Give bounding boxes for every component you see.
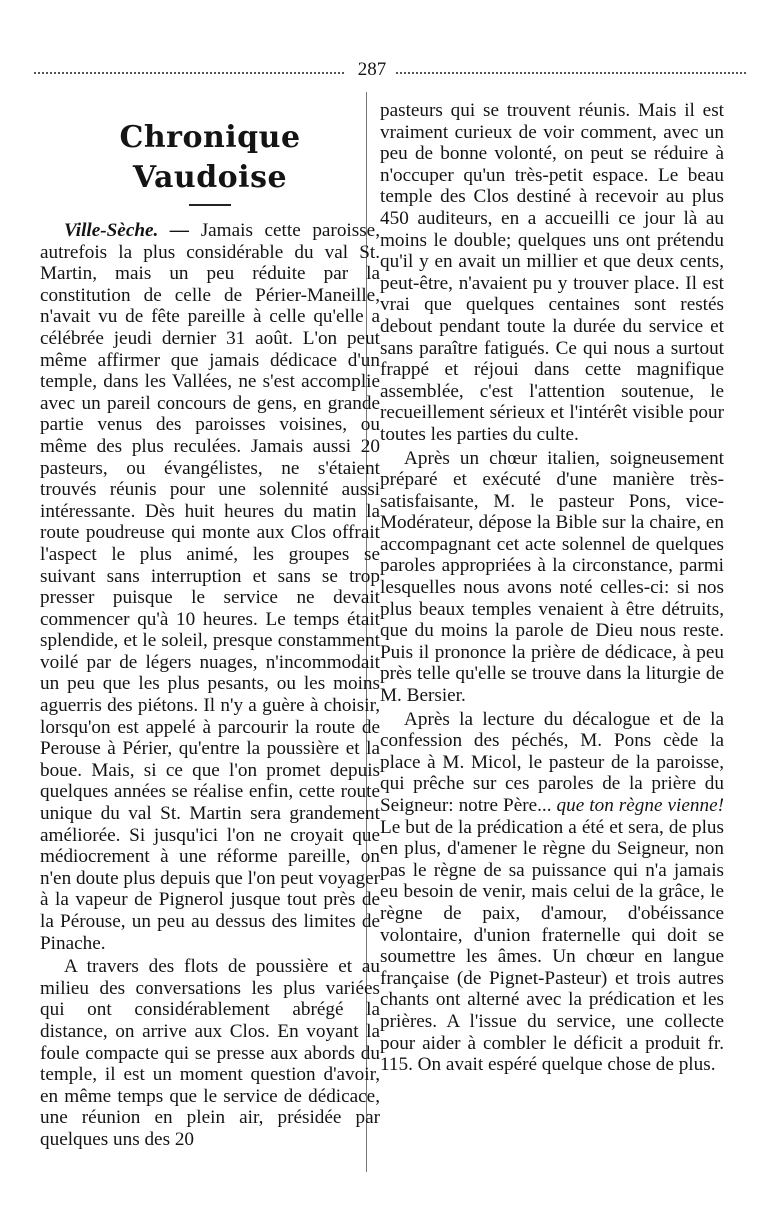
article-lead: Ville-Sèche. — bbox=[64, 220, 190, 241]
article-paragraph: A travers des flots de poussière et au milieu des conversations les plus variées qui ont considérablement abrégé la distance, on arrive aux Clos. En voyant la foule compacte qui se presse aux abords du temple, il est un moment question d'avoir, en même temps que le service de dédicace, une réunion en plein air, présidée par quelques uns des 20 bbox=[40, 956, 380, 1150]
header-rule-right bbox=[396, 72, 746, 74]
title-rule bbox=[189, 204, 231, 206]
article-paragraph: pasteurs qui se trouvent réunis. Mais il est vraiment curieux de voir comment, avec un peu de bonne volonté, on peut se réduire à n'occuper qu'un très-petit espace. Le beau temple des Clos destiné à recevoir au plus 450 auditeurs, en a accueilli ce jour là au moins le double; quelques uns ont prétendu qu'il y en avait un millier et que deux cents, peut-être, n'avaient pu y trouver place. Il est vrai que quelques centaines sont restés debout pendant toute la durée du service et sans paraître fatigués. Ce qui nous a surtout frappé et réjoui dans cette magnifique assemblée, c'est l'attention soutenue, le recueillement sérieux et l'intérêt visible pour toutes les parties du culte. bbox=[380, 100, 724, 445]
left-column bbox=[40, 112, 380, 1151]
quoted-prayer: que ton règne vienne! bbox=[556, 795, 724, 816]
article-title: Chronique Vaudoise bbox=[119, 120, 301, 195]
article-paragraph bbox=[380, 709, 724, 1076]
page-number: 287 bbox=[357, 59, 387, 80]
article-paragraph-text: Le but de la prédication a été et sera, de plus en plus, d'amener le règne du Seigneur, non pas le règne de sa puissance qui n'a jamais eu besoin de venir, mais celui de la grâce, le règne de paix, d'amour, d'obéissance volontaire, d'union fraternelle qui doit se soumettre les âmes. Un chœur en langue française (de Pignet-Pasteur) et trois autres chants ont alterné avec la prédication et les prières. A l'issue du service, une collecte pour aider à combler le déficit a produit fr. 115. On avait espéré quelque chose de plus. bbox=[380, 816, 724, 1076]
article-paragraph-text: Jamais cette paroisse, autrefois la plus considérable du val St. Martin, mais un peu réduite par la constitution de celle de Périer-Maneille, n'avait vu de fête pareille à celle qu'elle a célébrée jeudi dernier 31 août. L'on peut même affirmer que jamais dédicace d'un temple, dans les Vallées, ne s'est accomplie avec un pareil concours de gens, en grande partie venus des paroisses voisines, ou même des plus reculées. Jamais aussi 20 pasteurs, ou évangélistes, ne s'étaient trouvés réunis pour une solennité aussi intéressante. Dès huit heures du matin la route poudreuse qui monte aux Clos offrait l'aspect le plus animé, les groupes se suivant sans interruption et sans se trop presser puisque le service ne devait commencer qu'à 10 heures. Le temps était splendide, et le soleil, presque constamment voilé par de légers nuages, n'incommodait un peu que les plus pesants, ou les moins aguerris des piétons. Il n'y a guère à choisir, lorsqu'on est appelé à parcourir la route de Perouse à Périer, qu'entre la poussière et la boue. Mais, si ce que l'on promet depuis quelques années se réalise enfin, cette route unique du val St. Martin sera grandement améliorée. Si jusqu'ici l'on ne croyait que médiocrement à une réforme pareille, on n'en doute plus depuis que l'on peut voyager à la vapeur de Pignerol jusque tout près de la Pérouse, un peu au dessus des limites de Pinache. bbox=[40, 220, 380, 954]
article-paragraph-text: Après la lecture du décalogue et de la confession des péchés, M. Pons cède la place à M. Micol, le pasteur de la paroisse, qui prêche sur ces paroles de la prière du Seigneur: notre Père... bbox=[380, 708, 724, 816]
right-column bbox=[380, 100, 724, 1076]
article-paragraph: Après un chœur italien, soigneusement préparé et exécuté d'une manière très-satisfaisante, M. le pasteur Pons, vice-Modérateur, dépose la Bible sur la chaire, en accompagnant cet acte solennel de quelques paroles appropriées à la circonstance, parmi lesquelles nous avons noté celles-ci: si nos plus beaux temples venaient à être détruits, que du moins la parole de Dieu nous reste. Puis il prononce la prière de dédicace, à peu près telle qu'elle se trouve dans la liturgie de M. Bersier. bbox=[380, 447, 724, 707]
article-paragraph bbox=[40, 220, 380, 954]
header-rule-left bbox=[34, 72, 344, 74]
page-header bbox=[34, 58, 746, 82]
